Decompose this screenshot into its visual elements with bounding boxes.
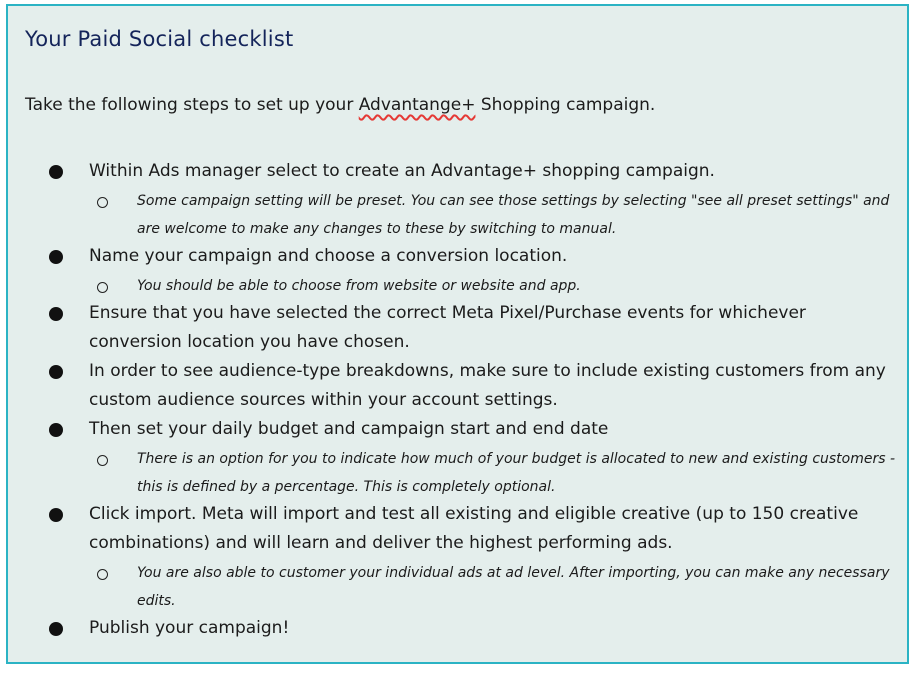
checklist-subitem-6: You are also able to customer your individual ads at ad level. After importing, you can make any necessary edits. <box>137 565 890 609</box>
bullet-icon <box>49 307 63 321</box>
checklist-item-6: Click import. Meta will import and test all existing and eligible creative (up to 150 creative combinations) and will learn and deliver the highest performing ads. <box>89 504 859 553</box>
checklist-item-3: Ensure that you have selected the correct Meta Pixel/Purchase events for whichever conversion location you have chosen. <box>89 303 806 352</box>
sub-bullet-icon <box>97 569 108 580</box>
intro-before: Take the following steps to set up your <box>25 95 359 115</box>
bullet-icon <box>49 622 63 636</box>
bullet-icon <box>49 250 63 264</box>
checklist-title: Your Paid Social checklist <box>25 27 294 51</box>
bullet-icon <box>49 365 63 379</box>
spellcheck-flagged-word[interactable]: Advantange+ <box>358 95 476 115</box>
checklist-item-2: Name your campaign and choose a conversion location. <box>89 246 568 266</box>
checklist-item-5: Then set your daily budget and campaign start and end date <box>89 419 609 439</box>
bullet-icon <box>49 165 63 179</box>
checklist-subitem-5: There is an option for you to indicate how much of your budget is allocated to new and existing customers - this is defined by a percentage. This is completely optional. <box>137 451 896 495</box>
checklist-item-1: Within Ads manager select to create an Advantage+ shopping campaign. <box>89 161 715 181</box>
bullet-icon <box>49 508 63 522</box>
sub-bullet-icon <box>97 455 108 466</box>
checklist-subitem-2: You should be able to choose from website or website and app. <box>137 278 581 294</box>
intro-text <box>25 95 655 115</box>
sub-bullet-icon <box>97 282 108 293</box>
checklist-item-4: In order to see audience-type breakdowns, make sure to include existing customers from any custom audience sources within your account settings. <box>89 361 886 410</box>
sub-bullet-icon <box>97 197 108 208</box>
checklist-subitem-1: Some campaign setting will be preset. You can see those settings by selecting "see all preset settings" and are welcome to make any changes to these by switching to manual. <box>137 193 890 237</box>
intro-after: Shopping campaign. <box>475 95 656 115</box>
checklist-item-7: Publish your campaign! <box>89 618 290 638</box>
bullet-icon <box>49 423 63 437</box>
